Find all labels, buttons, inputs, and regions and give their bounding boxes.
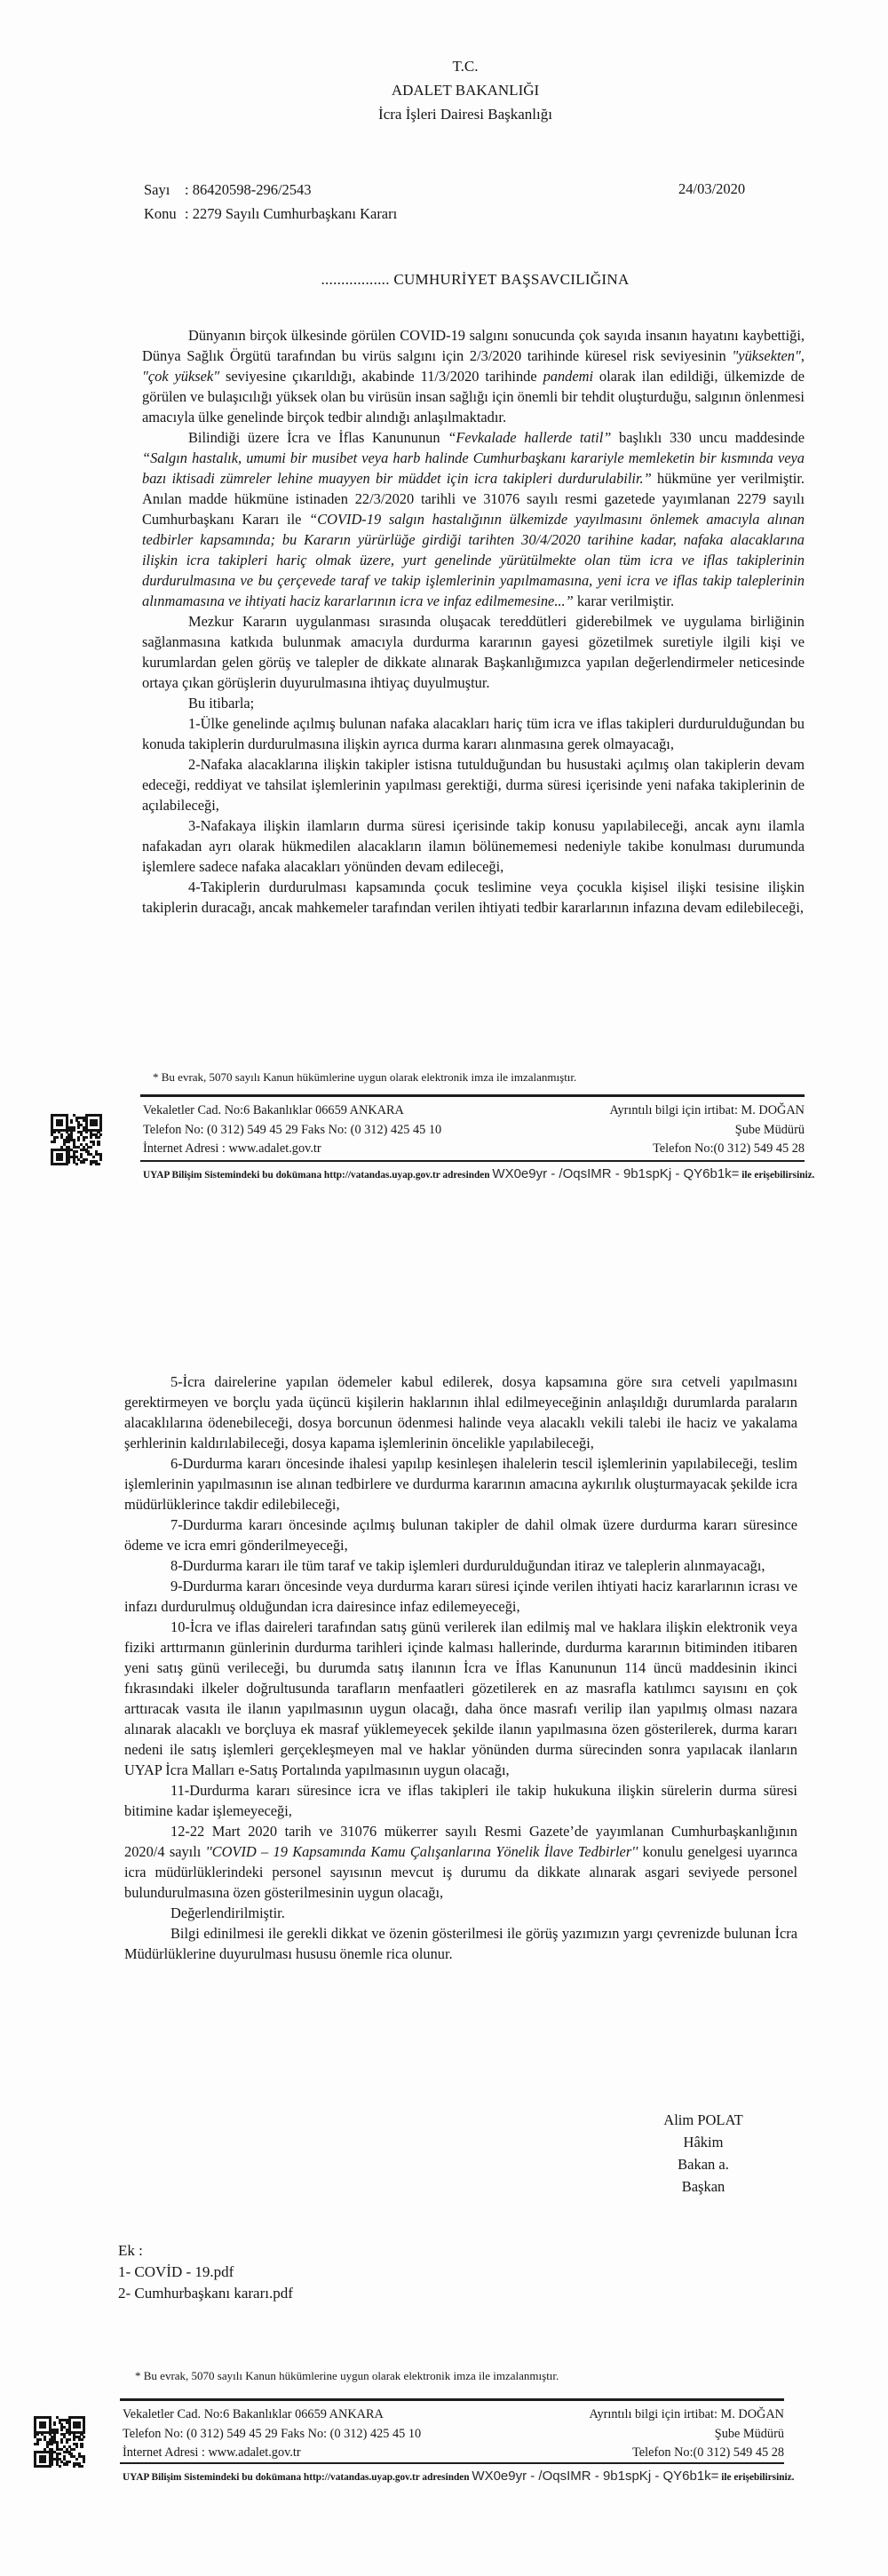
doc-subject-value: : 2279 Sayılı Cumhurbaşkanı Kararı [185,205,398,222]
paragraph [142,877,805,918]
uyap-prefix: UYAP Bilişim Sistemindeki bu dokümana http://vatandas.uyap.gov.tr adresinden [123,2472,470,2483]
qr-code [51,1114,102,1165]
text-segment: olarak ilan edildiği, ülkemizde de görülen ve bulaşıcılığı yüksek olan bu virüsün insan sağlığı için önemli bir tehdit oluşturduğu, salgının önlenmesi amacıyla ülke genelinde birçok tedbir alındığı anlaşılmaktadır. [142,368,805,425]
text-segment: seviyesine çıkarıldığı, akabinde 11/3/2020 tarihinde [219,368,543,385]
text-segment: 4-Takiplerin durdurulması kapsamında çocuk teslimine veya çocukla kişisel ilişki tesisine ilişkin takiplerin duracağı, ancak mahkemeler tarafından verilen ihtiyati tedbir kararlarının infazına devam edilebileceği, [142,879,805,916]
footer-contact-title: Şube Müdürü [734,1122,805,1137]
attachments-label: Ek : [118,2242,143,2259]
footer-rule-bottom [140,1160,805,1162]
text-segment: , [800,347,805,364]
footer-rule-top [140,1094,805,1097]
text-segment: 2-Nafaka alacaklarına ilişkin takipler istisna tutulduğundan bu husustaki açılmış olan takiplerin devam edeceği, reddiyat ve tahsilat işlemlerinin yapılması gerektiği, durma süresi içerisinde yeni nafaka takiplerinin de açılabileceği, [142,756,805,814]
footer-rule-top [120,2398,784,2401]
page2-body [124,1371,797,1964]
footer-address-line: Vekaletler Cad. No:6 Bakanlıklar 06659 ANKARA [143,1103,404,1117]
footer-contact-title: Şube Müdürü [714,2426,784,2441]
text-segment: ''COVID – 19 Kapsamında Kamu Çalışanlarına Yönelik İlave Tedbirler'' [205,1843,638,1860]
uyap-access-line [123,2469,794,2484]
signer-title-3: Başkan [681,2178,725,2195]
uyap-code: WX0e9yr - /OqsIMR - 9b1spKj - QY6b1k= [492,1166,740,1181]
text-segment: Bilindiği üzere İcra ve İflas Kanununun [188,429,448,446]
footer-contact [518,2405,784,2463]
uyap-suffix: ile erişebilirsiniz. [741,1170,815,1181]
text-segment: "çok yüksek" [142,368,220,385]
text-segment: Değerlendirilmiştir. [170,1904,285,1921]
text-segment: “COVID-19 salgın hastalığının ülkemizde yayılmasını önlemek amacıyla alınan tedbirler kapsamında; bu Kararın yürürlüğe girdiği tarihten 30/4/2020 tarihine kadar, nafaka alacaklarına ilişkin icra takipleri hariç olmak üzere, yurt genelinde yürütülmekte olan tüm icra ve iflas takiplerinin durdurulmasına ve bu çerçevede taraf ve takip işlemlerinin yapılmamasına, yeni icra ve iflas takip taleplerinin alınmamasına ve ihtiyati haciz kararlarının icra ve infaz edilmemesine...” [142,511,805,609]
text-segment: pandemi [543,368,594,385]
text-segment: 5-İcra dairelerine yapılan ödemeler kabul edilerek, dosya kapsamına göre sıra cetveli yapılmasını gerektirmeyen ve borçlu yada üçüncü kişilerin haklarının ihlal edilmeyeceğinin anlaşıldığı durumlarda paraların alacaklılarına ödenebileceği, dosya borcunun ödenmesi halinde veya alacaklı vekili talebi ile haciz ve yakalama şerhlerinin kaldırılabileceği, dosya kapama işlemlerinin öncelikle yapılabileceği, [124,1373,797,1451]
paragraph [142,325,805,427]
text-segment: başlıklı 330 uncu maddesinde [611,429,805,446]
attachment-item: 2- Cumhurbaşkanı kararı.pdf [118,2285,293,2302]
text-segment: 7-Durdurma kararı öncesinde açılmış bulunan takipler de dahil olmak üzere durdurma kararı süresince ödeme ve icra emri gönderilmeyeceği, [124,1516,797,1554]
signer-name: Alim POLAT [663,2111,743,2128]
paragraph [124,1780,797,1821]
text-segment: 8-Durdurma kararı ile tüm taraf ve takip işlemleri durdurulduğundan itiraz ve taleplerin alınmayacağı, [170,1557,765,1574]
text-segment: “Salgın hastalık, umumi bir musibet veya harb halinde Cumhurbaşkanı karariyle memleketin bir kısmında veya bazı iktisadi zümreler lehine muayyen bir müddet için icra takipleri durdurulabilir.” [142,449,805,487]
footer-contact-name: Ayrıntılı bilgi için irtibat: M. DOĞAN [609,1103,805,1117]
paragraph [124,1923,797,1964]
footer-contact-phone: Telefon No:(0 312) 549 45 28 [653,1141,805,1156]
paragraph [124,1821,797,1903]
paragraph [124,1453,797,1515]
text-segment: 9-Durdurma kararı öncesinde veya durdurma kararı süresi içinde verilen ihtiyati haciz kararlarının icrası ve infazı durdurulmuş olduğundan icra dairesince infaz edilemeyeceği, [124,1578,797,1615]
uyap-code: WX0e9yr - /OqsIMR - 9b1spKj - QY6b1k= [472,2469,719,2484]
footer-phone-line: Telefon No: (0 312) 549 45 29 Faks No: (0 312) 425 45 10 [123,2426,422,2441]
letterhead-ministry: ADALET BAKANLIĞI [391,82,540,99]
paragraph [124,1515,797,1555]
text-segment: 12-22 Mart 2020 tarih ve 31076 mükerrer sayılı Resmi Gazete’de yayımlanan Cumhurbaşkanlığının 2020/4 sayılı [124,1823,797,1860]
addressee-line: ................. CUMHURİYET BAŞSAVCILIĞINA [321,271,630,288]
paragraph [142,693,805,713]
footer-address [143,1101,441,1159]
uyap-suffix: ile erişebilirsiniz. [721,2472,795,2483]
doc-subject-row [144,202,397,226]
page1-body [142,325,805,918]
esignature-footnote: * Bu evrak, 5070 sayılı Kanun hükümlerine uygun olarak elektronik imza ile imzalanmıştır. [153,1070,577,1084]
text-segment: Bu itibarla; [188,695,255,712]
uyap-access-line [143,1166,814,1181]
paragraph [124,1555,797,1576]
document-meta [144,178,397,226]
letterhead-tc: T.C. [452,58,479,75]
text-segment: 11-Durdurma kararı süresince icra ve iflas takipleri ile takip hukukuna ilişkin sürelerin durma süresi bitimine kadar işlemeyeceği, [124,1782,797,1819]
text-segment: 3-Nafakaya ilişkin ilamların durma süresi içerisinde takip konusu yapılabileceği, ancak aynı ilamla nafakadan ayrı olarak hükmedilen alacakların ilamın bölünememesi nedeniyle takibe konulması durumunda işlemlere sadece nafaka alacakları yönünden devam edileceği, [142,817,805,875]
qr-code [34,2416,85,2468]
paragraph [124,1576,797,1617]
attachment-item: 1- COVİD - 19.pdf [118,2263,234,2280]
text-segment: 10-İcra ve iflas daireleri tarafından satış günü verilerek ilan edilmiş mal ve haklara ilişkin elektronik veya fiziki arttırmanın günlerinin durdurma tarihleri içinde kalması hallerinde, durdurma kararının bitiminden itibaren yeni satış günü verileceği, bu durumda satış ilanının İcra ve İflas Kanununun 114 üncü maddesinin ikinci fıkrasındaki ilkeler doğrultusunda tarafların menfaatleri gözetilerek en az masrafla katılımcı sayısını en çok arttıracak vasıta ile ilanın yapılmasının uygun olacağı, daha önce masrafı verilip ilan yapılmış olması nazara alınarak alacaklı ve borçluya ek masraf yüklemeyecek şekilde ilanın yapılmasına özen gösterilerek, durma kararı nedeni ile satış işlemleri gerçekleşmeyen mal ve haklar yönünden durma sürecinden sonra yapılacak ilanların UYAP İcra Malları e-Satış Portalında yapılmasının uygun olacağı, [124,1618,797,1778]
footer-address [123,2405,421,2463]
paragraph [142,427,805,611]
paragraph [124,1617,797,1780]
doc-number-value: : 86420598-296/2543 [185,181,312,198]
attachments-block [118,2240,293,2304]
letterhead [0,54,888,126]
footer-contact-name: Ayrıntılı bilgi için irtibat: M. DOĞAN [589,2407,784,2421]
paragraph [142,713,805,754]
text-segment: Mezkur Kararın uygulanması sırasında oluşacak tereddütleri giderebilmek ve uygulama birliğinin sağlanmasına katkıda bulunmak amacıyla durdurma kararının gayesi gözetilmek suretiyle ilgili kişi ve kurumlardan gelen görüş ve talepler de dikkate alınarak Başkanlığımızca yapılan değerlendirmeler neticesinde ortaya çıkan görüşlerin duyurulmasına ihtiyaç duyulmuştur. [142,613,805,691]
doc-number-row [144,178,397,202]
text-segment: hükmüne yer verilmiştir. Anılan madde hükmüne istinaden 22/3/2020 tarihli ve 31076 sayılı resmi gazetede yayımlanan 2279 sayılı Cumhurbaşkanı Kararı ile [142,470,805,528]
signer-title-2: Bakan a. [678,2156,729,2173]
footer-phone-line: Telefon No: (0 312) 549 45 29 Faks No: (0 312) 425 45 10 [143,1122,442,1137]
paragraph [142,815,805,877]
text-segment: “Fevkalade hallerde tatil” [448,429,612,446]
paragraph [124,1371,797,1453]
footer-contact [538,1101,805,1159]
footer-web-line: İnternet Adresi : www.adalet.gov.tr [123,2445,301,2460]
signer-title-1: Hâkim [683,2134,724,2151]
footer-rule-bottom [120,2462,784,2464]
footer-contact-phone: Telefon No:(0 312) 549 45 28 [632,2445,784,2460]
doc-subject-label: Konu [144,205,177,222]
footer-address-line: Vekaletler Cad. No:6 Bakanlıklar 06659 ANKARA [123,2407,384,2421]
text-segment: konulu genelgesi uyarınca icra müdürlüklerindeki personel sayısının mevcut iş durumu da dikkate alınarak asgari seviyede personel bulundurulmasına özen gösterilmesinin uygun olacağı, [124,1843,797,1901]
paragraph [142,611,805,693]
text-segment: Bilgi edinilmesi ile gerekli dikkat ve özenin gösterilmesi ile görüş yazımızın yargı çevrenizde bulunan İcra Müdürlüklerine duyurulması hususu önemle rica olunur. [124,1925,797,1962]
footer-web-line: İnternet Adresi : www.adalet.gov.tr [143,1141,321,1156]
document-date: 24/03/2020 [678,180,746,197]
paragraph [142,754,805,815]
text-segment: 1-Ülke genelinde açılmış bulunan nafaka alacakları hariç tüm icra ve iflas takipleri durdurulduğundan bu konuda takiplerin durdurulmasına ilişkin ayrıca durma kararı alınmasına gerek olmayacağı, [142,715,805,752]
text-segment: "yüksekten" [732,347,801,364]
text-segment: Dünyanın birçok ülkesinde görülen COVID-19 salgını sonucunda çok sayıda insanın hayatını kaybettiği, Dünya Sağlık Örgütü tarafından bu virüs salgını için 2/3/2020 tarihinde küresel risk seviyesinin [142,327,805,364]
text-segment: karar verilmiştir. [573,592,675,609]
esignature-footnote: * Bu evrak, 5070 sayılı Kanun hükümlerine uygun olarak elektronik imza ile imzalanmıştır. [135,2369,559,2382]
letterhead-department: İcra İşleri Dairesi Başkanlığı [378,106,552,123]
text-segment: 6-Durdurma kararı öncesinde ihalesi yapılıp kesinleşen ihalelerin tescil işlemlerinin yapılabileceği, teslim işlemlerinin yapılmasının ise alınan tedbirlere ve durdurma kararının amacına aykırılık oluşturmayacak şekilde icra müdürlüklerince takdir edilebileceği, [124,1455,797,1513]
doc-number-label: Sayı [144,181,170,198]
paragraph [124,1903,797,1923]
uyap-prefix: UYAP Bilişim Sistemindeki bu dokümana http://vatandas.uyap.gov.tr adresinden [143,1170,490,1181]
signature-block [620,2109,787,2198]
